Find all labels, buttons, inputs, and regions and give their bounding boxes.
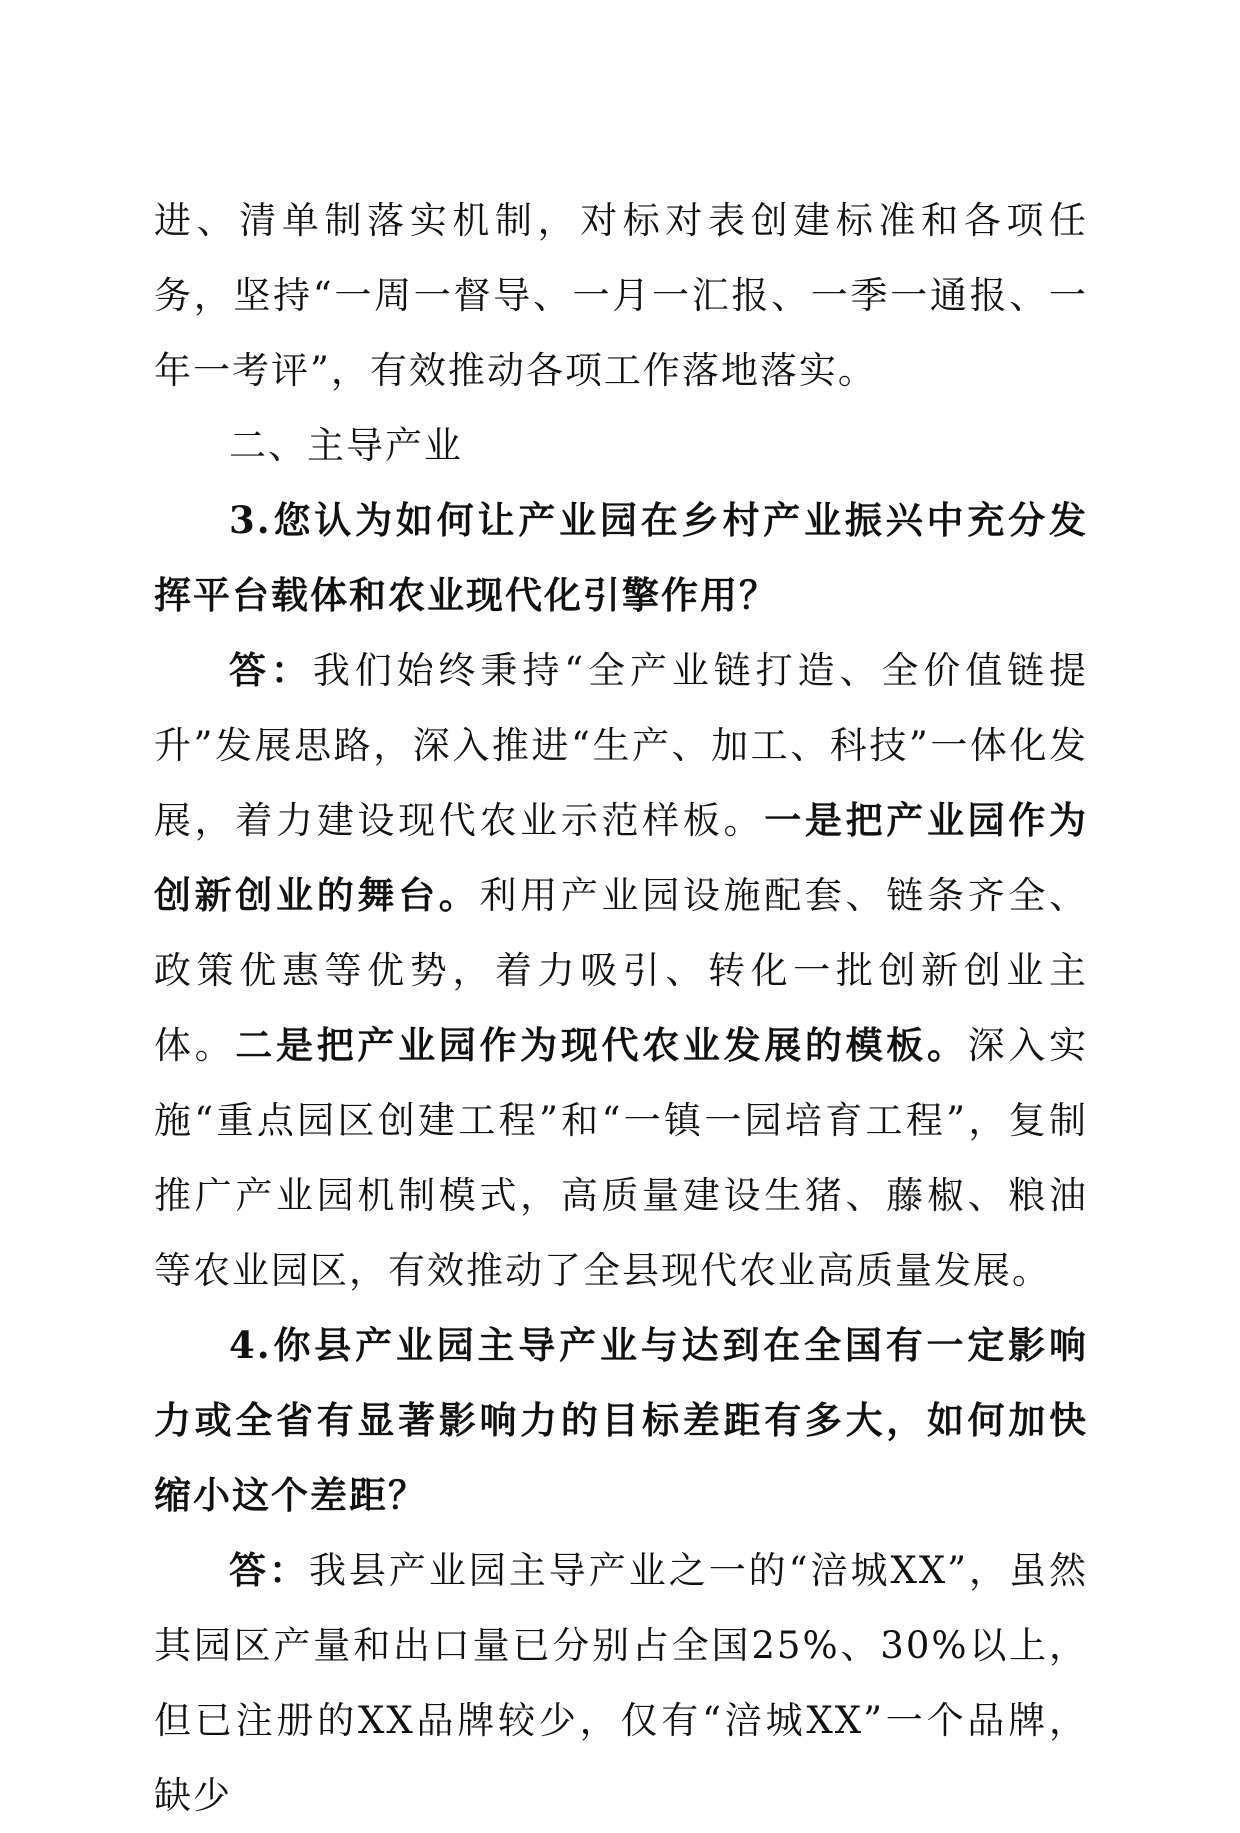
section-heading: 二、主导产业	[229, 424, 463, 467]
answer-4	[154, 1533, 1088, 1833]
answer-3-point-1-heading: 一是把产业园作为创新创业的舞台。	[154, 798, 1089, 917]
question-4: 4.你县产业园主导产业与达到在全国有一定影响力或全省有显著影响力的目标差距有多大，如何加快缩小这个差距？	[154, 1323, 1088, 1517]
document-body	[154, 183, 1088, 1833]
answer-3	[154, 633, 1088, 1308]
answer-label: 答：	[229, 1548, 309, 1592]
answer-3-point-2-heading: 二是把产业园作为现代农业发展的模板。	[235, 1023, 968, 1067]
paragraph-continuation: 进、清单制落实机制，对标对表创建标准和各项任务，坚持“一周一督导、一月一汇报、一季一通报、一年一考评”，有效推动各项工作落地落实。	[154, 199, 1088, 392]
answer-label: 答：	[229, 648, 313, 692]
answer-3-point-1-text: 利用产业园设施配套、链条齐全、政策优惠等优势，着力吸引、转化一批创新创业主体。	[154, 874, 1089, 1067]
answer-4-text: 我县产业园主导产业之一的“涪城XX”，虽然其园区产量和出口量已分别占全国25%、30%以上，但已注册的XX品牌较少，仅有“涪城XX”一个品牌，缺少	[154, 1549, 1089, 1817]
question-3: 3.您认为如何让产业园在乡村产业振兴中充分发挥平台载体和农业现代化引擎作用？	[154, 498, 1088, 617]
answer-3-point-2-text: 深入实施“重点园区创建工程”和“一镇一园培育工程”，复制推广产业园机制模式，高质量建设生猪、藤椒、粮油等农业园区，有效推动了全县现代农业高质量发展。	[154, 1024, 1089, 1292]
answer-3-intro: 我们始终秉持“全产业链打造、全价值链提升”发展思路，深入推进“生产、加工、科技”一体化发展，着力建设现代农业示范样板。	[154, 649, 1088, 842]
